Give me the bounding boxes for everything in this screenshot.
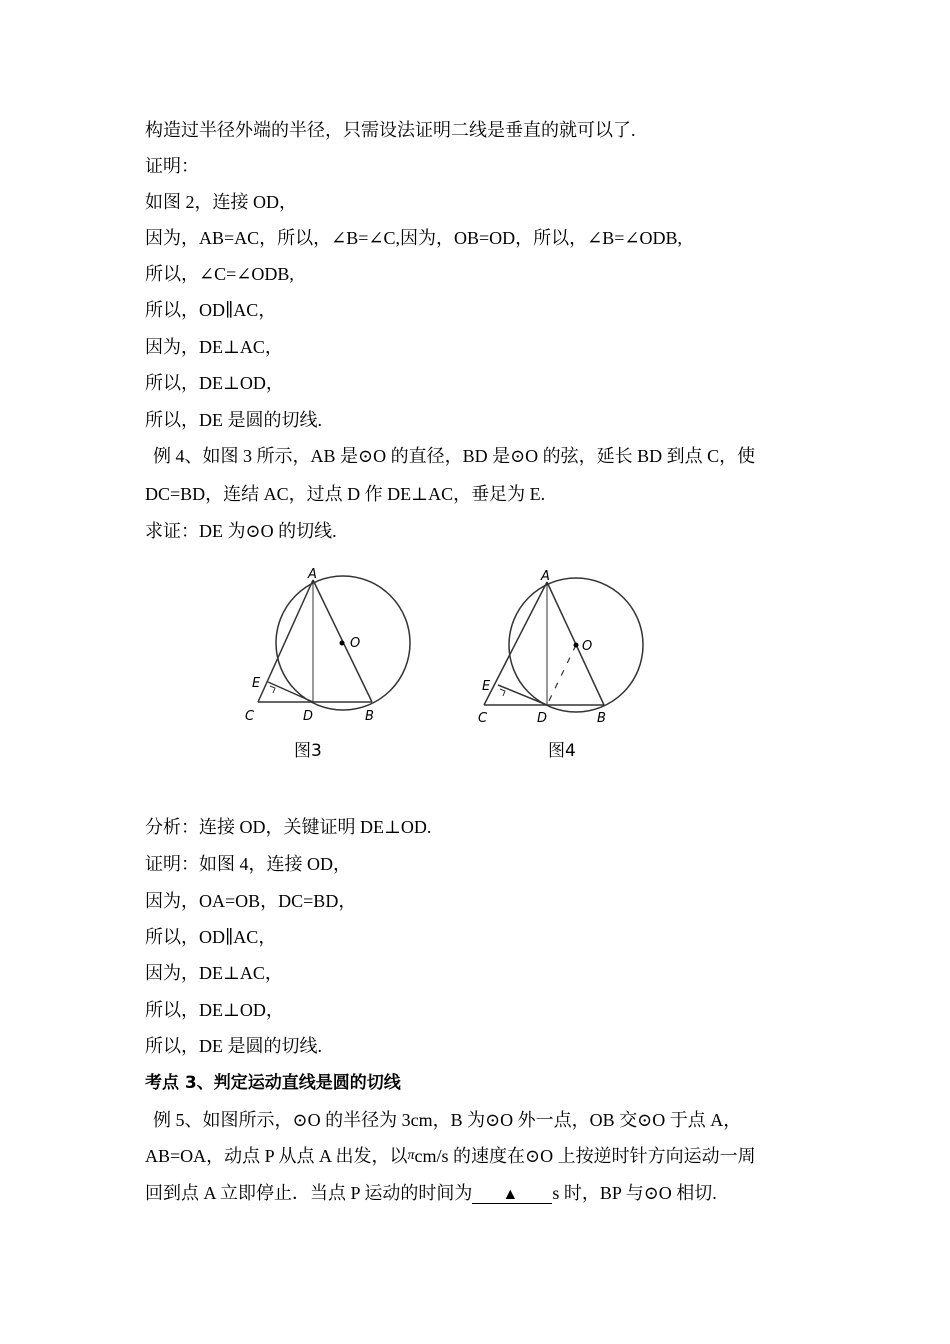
point-label-E: E <box>252 676 261 691</box>
text-line: 所以，OD∥AC， <box>145 300 277 320</box>
point-label-A: A <box>308 567 317 582</box>
text-line: 所以，DE 是圆的切线. <box>145 1036 322 1056</box>
text-line <box>145 1144 756 1168</box>
text-line: 所以，DE 是圆的切线. <box>145 410 322 430</box>
text-segment: cm/s 的速度在⊙O 上按逆时针方向运动一周 <box>414 1146 756 1166</box>
figure-3-diagram <box>240 560 420 770</box>
text-segment: AB=OA，动点 P 从点 A 出发，以 <box>145 1146 408 1166</box>
text-line <box>145 1181 717 1205</box>
figure-3-caption: 图3 <box>294 741 322 761</box>
figure-4-caption: 图4 <box>548 741 576 761</box>
text-line: DC=BD，连结 AC，过点 D 作 DE⊥AC，垂足为 E. <box>145 484 546 504</box>
text-line: 构造过半径外端的半径，只需设法证明二线是垂直的就可以了. <box>145 120 636 140</box>
text-line: 所以，DE⊥OD， <box>145 373 284 393</box>
example-4-line: 例 4、如图 3 所示，AB 是⊙O 的直径，BD 是⊙O 的弦，延长 BD 到点 C，使 <box>153 446 756 466</box>
text-line: 所以，DE⊥OD， <box>145 1000 284 1020</box>
point-label-A: A <box>541 569 550 584</box>
figure-4-diagram <box>470 560 650 770</box>
section-heading: 考点 3、判定运动直线是圆的切线 <box>145 1073 401 1093</box>
example-5-line: 例 5、如图所示，⊙O 的半径为 3cm，B 为⊙O 外一点，OB 交⊙O 于点 A， <box>153 1110 742 1130</box>
point-label-D: D <box>303 709 314 724</box>
figure-3 <box>240 560 420 770</box>
text-line: 因为，DE⊥AC， <box>145 963 283 983</box>
text-line: 证明：如图 4，连接 OD， <box>145 854 351 874</box>
text-line: 所以，OD∥AC， <box>145 927 277 947</box>
text-line: 因为，DE⊥AC， <box>145 337 283 357</box>
point-label-B: B <box>365 709 374 724</box>
point-label-O: O <box>582 639 593 654</box>
text-line: 所以，∠C=∠ODB, <box>145 264 294 284</box>
point-label-C: C <box>478 711 488 726</box>
text-line: 求证：DE 为⊙O 的切线. <box>145 521 337 541</box>
text-segment: s 时，BP 与⊙O 相切. <box>552 1183 717 1203</box>
text-line: 分析：连接 OD，关键证明 DE⊥OD. <box>145 817 432 837</box>
text-line: 因为，OA=OB，DC=BD， <box>145 891 357 911</box>
point-label-C: C <box>245 709 255 724</box>
text-line: 因为，AB=AC，所以，∠B=∠C,因为，OB=OD，所以，∠B=∠ODB, <box>145 228 682 248</box>
point-label-E: E <box>482 679 491 694</box>
figure-4 <box>470 560 650 770</box>
pi-symbol: π <box>407 1148 415 1163</box>
point-label-B: B <box>597 711 606 726</box>
text-line: 证明： <box>145 156 199 176</box>
text-line: 如图 2，连接 OD， <box>145 192 297 212</box>
triangle-icon: ▲ <box>502 1186 519 1203</box>
point-label-D: D <box>537 711 548 726</box>
point-label-O: O <box>350 636 361 651</box>
answer-blank <box>472 1181 552 1204</box>
text-segment: 回到点 A 立即停止．当点 P 运动的时间为 <box>145 1183 473 1203</box>
